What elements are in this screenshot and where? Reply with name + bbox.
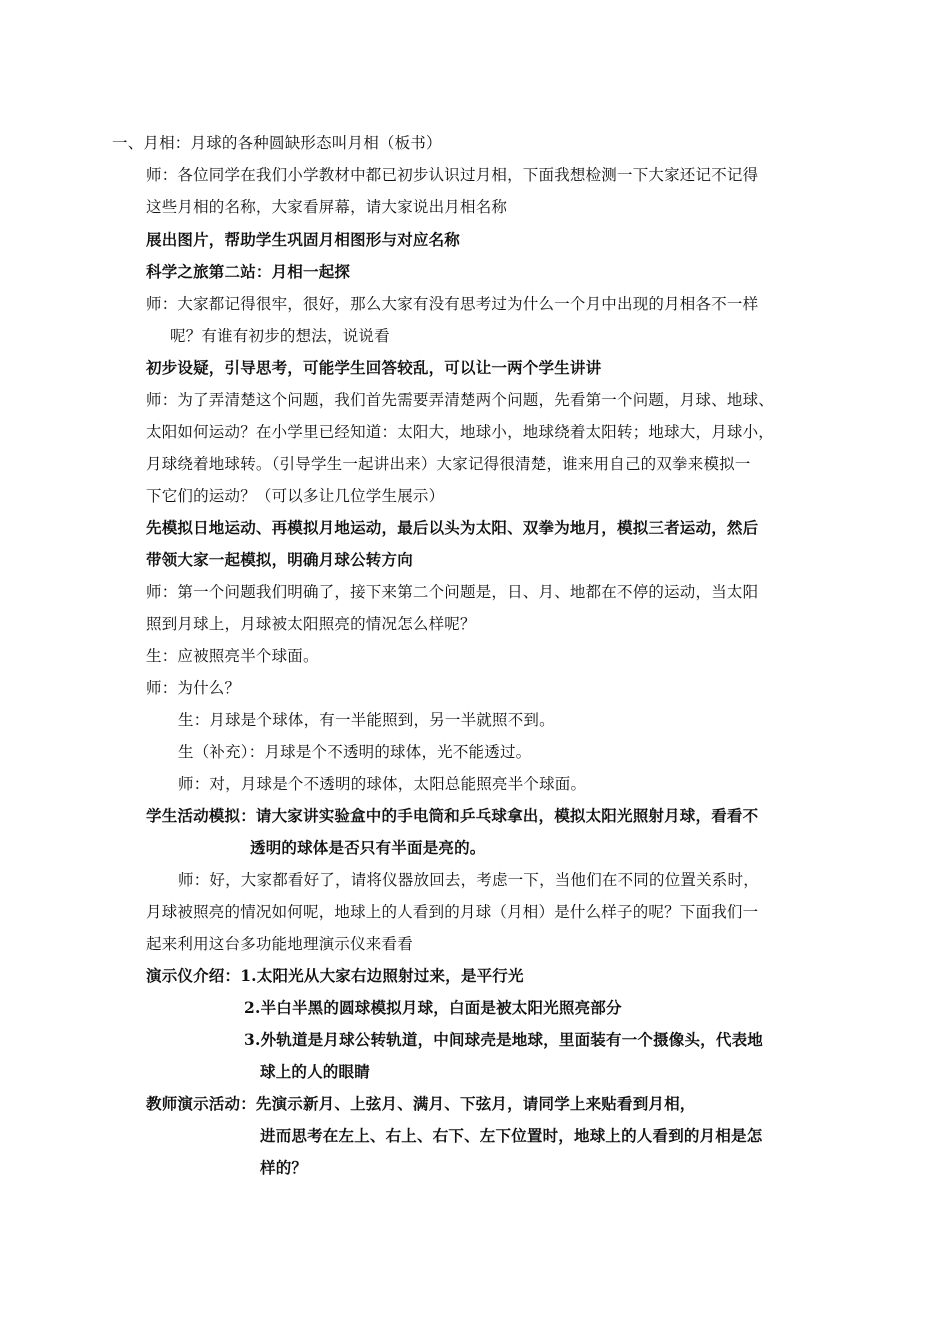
paragraph-line: 呢？有谁有初步的想法，说说看 [170,327,390,345]
bold-demo-intro-line: 3.外轨道是月球公转轨道，中间球壳是地球，里面装有一个摄像头，代表地 [244,1030,763,1049]
paragraph-line: 师：大家都记得很牢，很好，那么大家有没有思考过为什么一个月中出现的月相各不一样 [146,295,759,313]
dialogue-line: 生（补充）：月球是个不透明的球体，光不能透过。 [178,743,532,761]
dialogue-line: 师：为什么？ [146,679,241,697]
section-heading-moon-phase: 一、月相：月球的各种圆缺形态叫月相（板书） [112,134,442,152]
bold-demo-intro-line: 球上的人的眼睛 [260,1062,370,1081]
dialogue-line: 师：对，月球是个不透明的球体，太阳总能照亮半个球面。 [178,775,587,793]
paragraph-line: 师：各位同学在我们小学教材中都已初步认识过月相，下面我想检测一下大家还记不记得 [146,166,759,184]
bold-activity-line: 学生活动模拟：请大家讲实验盒中的手电筒和乒乓球拿出，模拟太阳光照射月球，看看不 [146,806,759,825]
bold-instruction-line: 带领大家一起模拟，明确月球公转方向 [146,550,413,569]
bold-demo-activity-line: 样的？ [260,1158,308,1177]
bold-instruction-line: 先模拟日地运动、再模拟月地运动，最后以头为太阳、双拳为地月，模拟三者运动，然后 [146,518,759,537]
paragraph-line: 师：为了弄清楚这个问题，我们首先需要弄清楚两个问题，先看第一个问题，月球、地球、 [146,391,775,409]
paragraph-line: 照到月球上，月球被太阳照亮的情况怎么样呢？ [146,615,476,633]
bold-demo-activity-line: 进而思考在左上、右上、右下、左下位置时，地球上的人看到的月相是怎 [260,1126,763,1145]
paragraph-line: 太阳如何运动？在小学里已经知道：太阳大，地球小，地球绕着太阳转；地球大，月球小， [146,423,775,441]
paragraph-line: 师：好，大家都看好了，请将仪器放回去，考虑一下，当他们在不同的位置关系时， [178,871,759,889]
bold-demo-activity-line: 教师演示活动：先演示新月、上弦月、满月、下弦月，请同学上来贴看到月相， [146,1094,696,1113]
paragraph-line: 师：第一个问题我们明确了，接下来第二个问题是，日、月、地都在不停的运动，当太阳 [146,583,759,601]
bold-instruction-line: 初步设疑，引导思考，可能学生回答较乱，可以让一两个学生讲讲 [146,358,602,377]
bold-activity-line: 透明的球体是否只有半面是亮的。 [250,838,486,857]
bold-section-title: 科学之旅第二站：月相一起探 [146,262,351,281]
paragraph-line: 起来利用这台多功能地理演示仪来看看 [146,935,413,953]
bold-demo-intro-line: 2.半白半黑的圆球模拟月球，白面是被太阳光照亮部分 [244,998,622,1017]
paragraph-line: 月球被照亮的情况如何呢，地球上的人看到的月球（月相）是什么样子的呢？下面我们一 [146,903,759,921]
dialogue-line: 生：应被照亮半个球面。 [146,647,319,665]
bold-demo-intro-line: 演示仪介绍：1.太阳光从大家右边照射过来，是平行光 [146,966,524,985]
paragraph-line: 月球绕着地球转。（引导学生一起讲出来）大家记得很清楚，谁来用自己的双拳来模拟一 [146,455,751,473]
dialogue-line: 生：月球是个球体，有一半能照到，另一半就照不到。 [178,711,555,729]
paragraph-line: 下它们的运动？（可以多让几位学生展示） [146,487,445,505]
bold-instruction-line: 展出图片，帮助学生巩固月相图形与对应名称 [146,230,461,249]
paragraph-line: 这些月相的名称，大家看屏幕，请大家说出月相名称 [146,198,508,216]
